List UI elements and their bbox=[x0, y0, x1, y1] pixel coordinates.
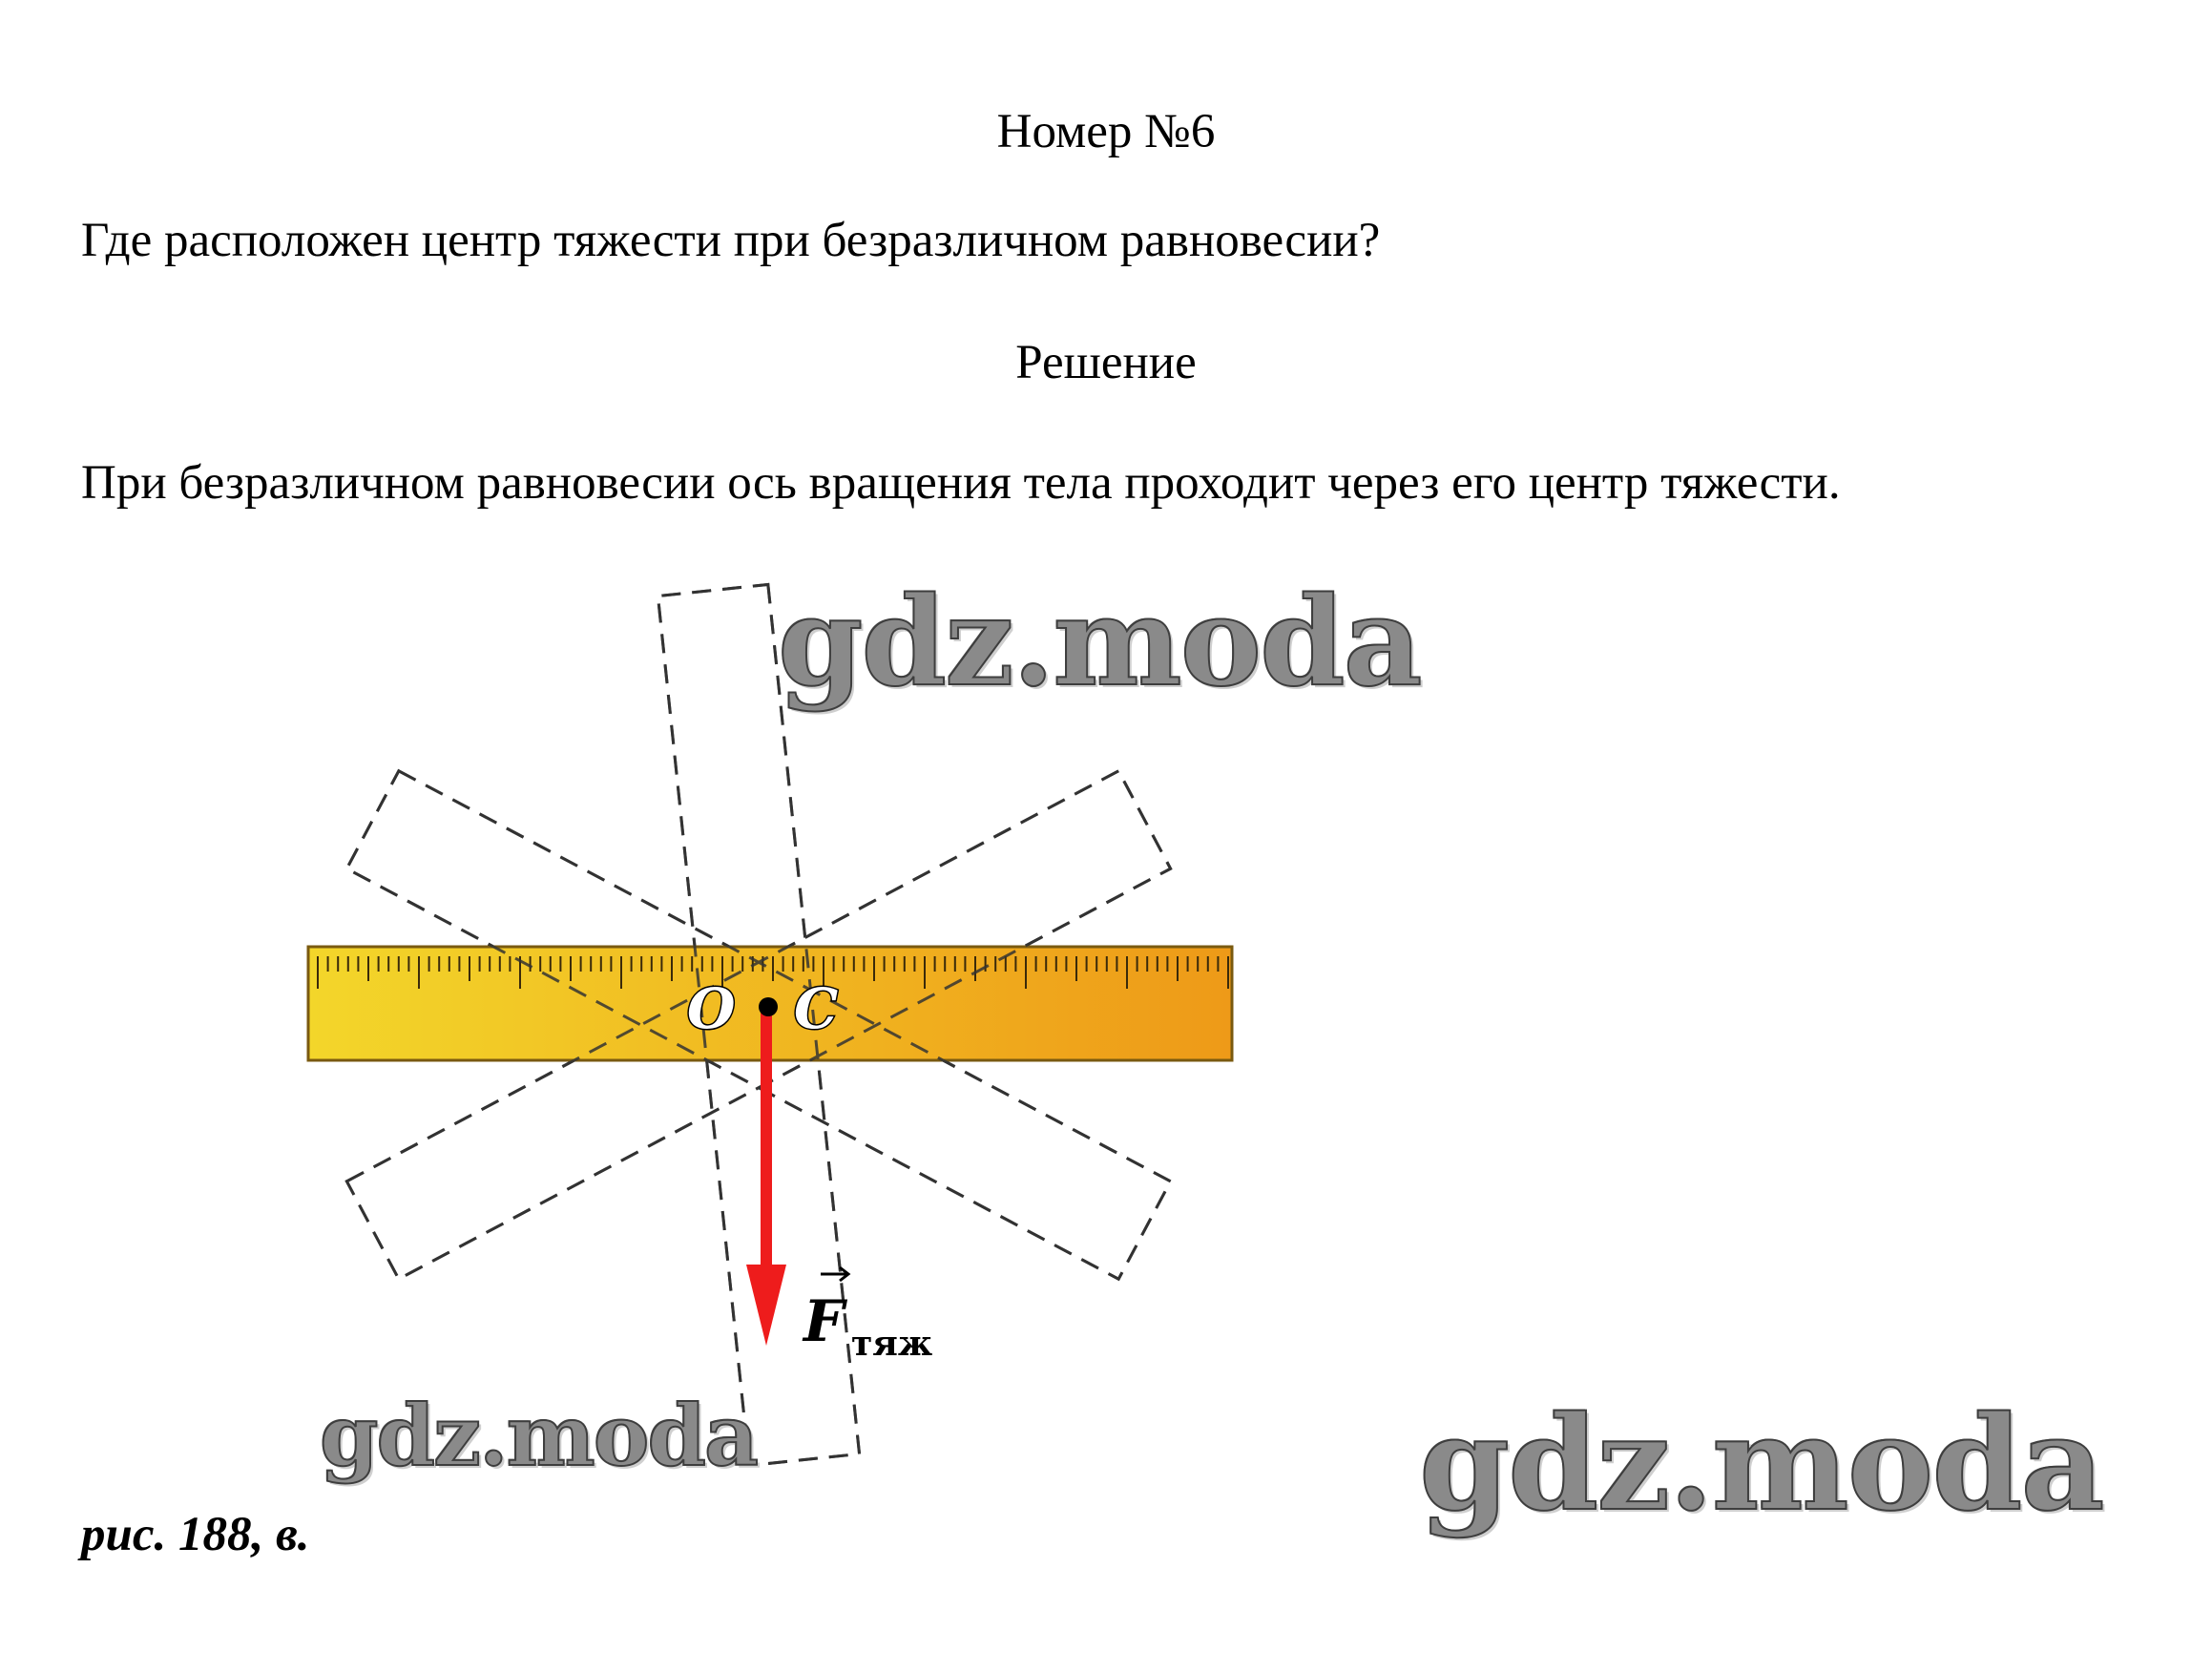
figure-caption: рис. 188, в. bbox=[81, 1508, 310, 1561]
vector-arrow-icon bbox=[821, 1267, 848, 1281]
page-title: Номер №6 bbox=[996, 105, 1216, 158]
force-subscript: тяж bbox=[851, 1324, 933, 1364]
force-arrow-head bbox=[746, 1265, 786, 1346]
watermark: gdz.moda bbox=[320, 1386, 758, 1485]
center-point bbox=[759, 997, 778, 1016]
watermark: gdz.moda bbox=[1419, 1388, 2103, 1540]
question-text: Где расположен центр тяжести при безразличном равновесии? bbox=[81, 214, 1381, 267]
label-o: O bbox=[687, 976, 736, 1041]
label-c: C bbox=[794, 976, 839, 1041]
force-label: F bbox=[803, 1288, 845, 1355]
solution-heading: Решение bbox=[1015, 336, 1197, 389]
solution-text: При безразличном равновесии ось вращения тела проходит через его центр тяжести. bbox=[81, 456, 1841, 510]
force-arrow-shaft bbox=[761, 1010, 772, 1272]
watermark: gdz.moda bbox=[778, 571, 1421, 714]
